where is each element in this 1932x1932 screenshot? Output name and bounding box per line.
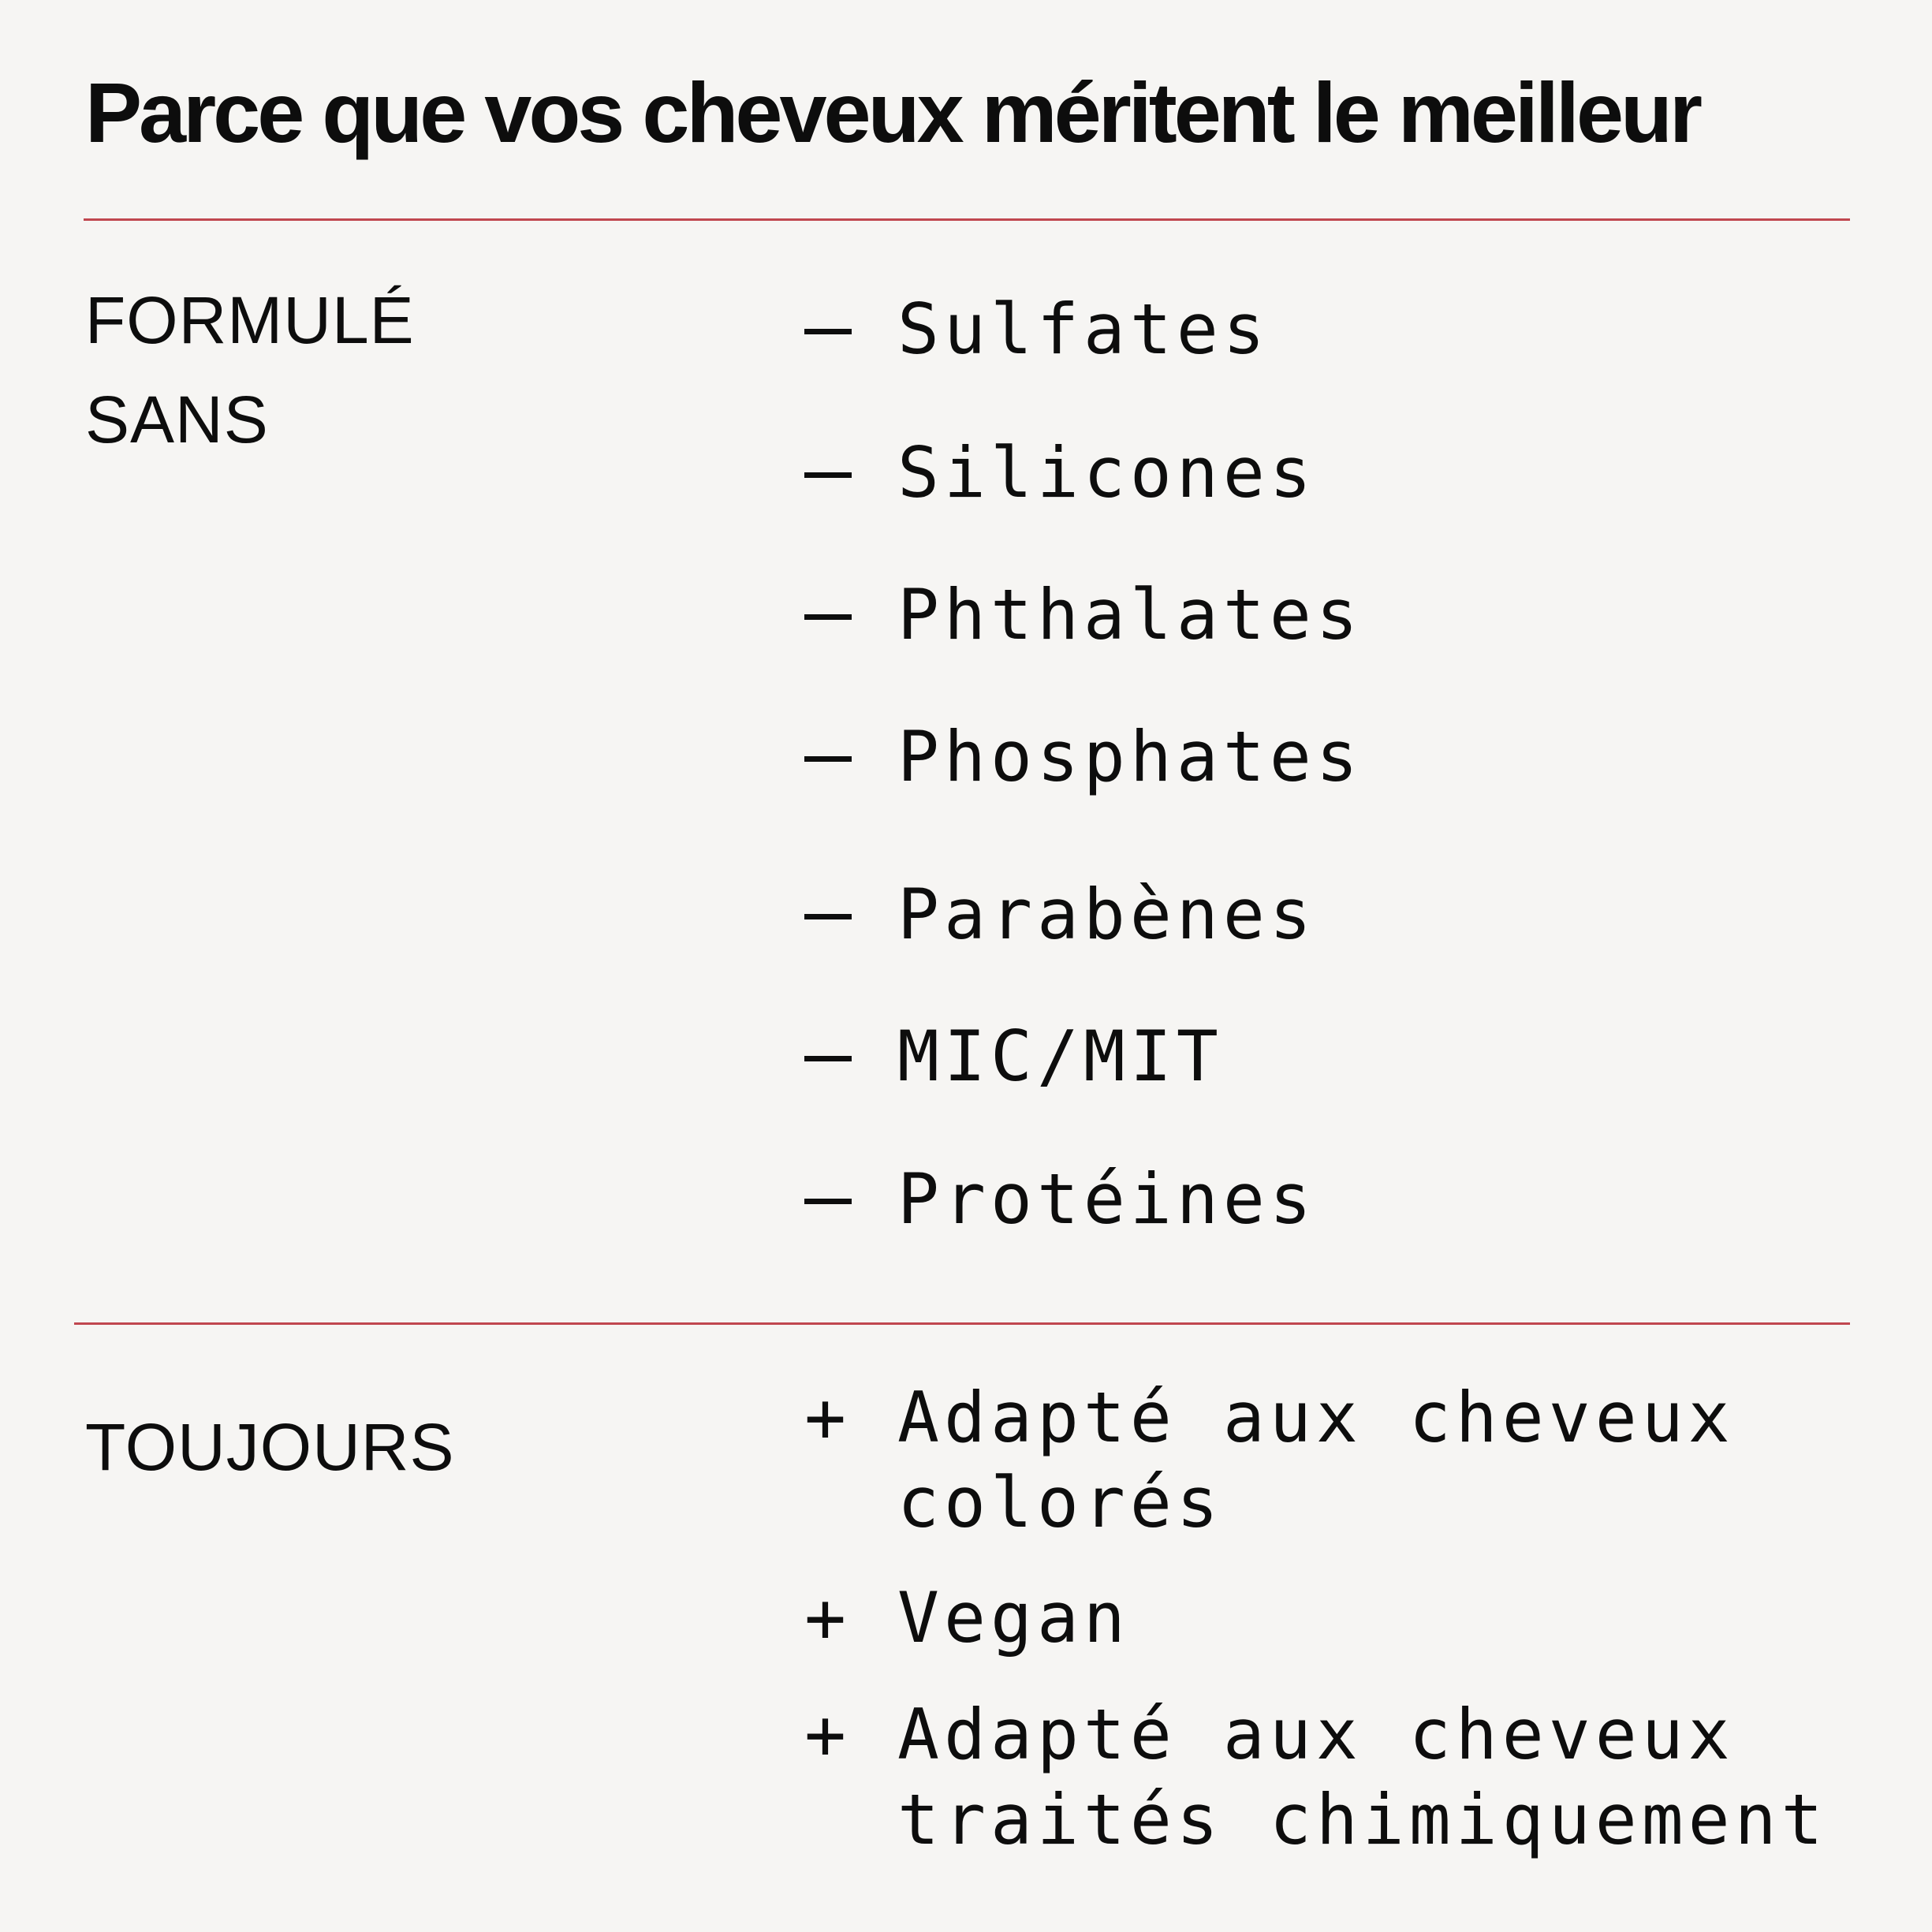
- minus-icon: [804, 872, 897, 957]
- list-item: + Adapté aux cheveux traités chimiquement: [804, 1694, 1828, 1860]
- list-item: MIC/MIT: [804, 1014, 1223, 1099]
- minus-icon: [804, 287, 897, 372]
- list-item: Sulfates: [804, 287, 1270, 372]
- plus-icon: +: [804, 1694, 851, 1775]
- plus-icon: +: [804, 1577, 851, 1658]
- divider-top: [84, 218, 1850, 221]
- list-item: + Adapté aux cheveux colorés: [804, 1377, 1735, 1543]
- minus-icon: [804, 714, 897, 800]
- minus-icon: [804, 431, 897, 516]
- page-title: Parce que vos cheveux méritent le meilleur: [85, 65, 1700, 160]
- section-label-formule-sans: FORMULÉ SANS: [85, 283, 415, 457]
- list-item: Protéines: [804, 1157, 1316, 1242]
- minus-icon: [804, 573, 897, 658]
- section-label-toujours: TOUJOURS: [85, 1410, 455, 1484]
- list-item: Parabènes: [804, 872, 1316, 957]
- list-item: Phosphates: [804, 714, 1363, 800]
- plus-icon: +: [804, 1377, 851, 1458]
- minus-icon: [804, 1157, 897, 1242]
- minus-icon: [804, 1014, 897, 1099]
- list-item: Phthalates: [804, 573, 1363, 658]
- divider-middle: [74, 1322, 1850, 1325]
- list-item: + Vegan: [804, 1576, 1130, 1661]
- list-item: Silicones: [804, 431, 1316, 516]
